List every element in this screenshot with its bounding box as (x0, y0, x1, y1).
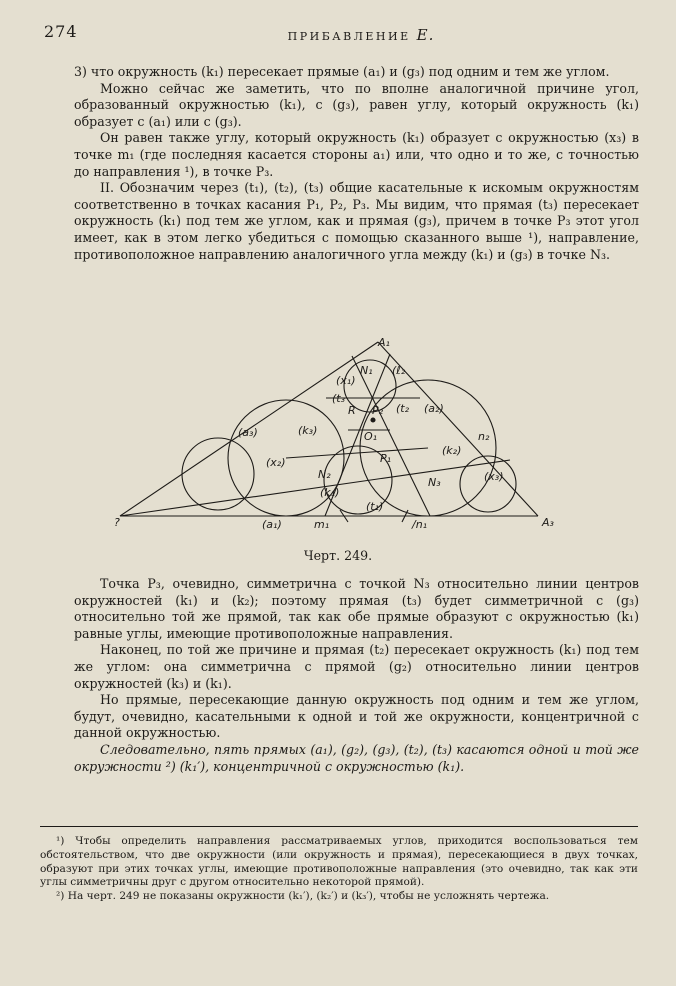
page-number: 274 (44, 22, 78, 41)
footnote: ²) На черт. 249 не показаны окружности (k₁′), (k₂′) и (k₃′), чтобы не усложнять чертежа. (56, 890, 550, 903)
geometry-figure (90, 334, 580, 544)
paragraph: Он равен также углу, который окружность (k₁) образует с окружностью (x₃) в точке m₁ (где последняя касается стороны a₁) или, что одно и то же, с точностью до направления ¹), в точке P₃. (74, 130, 639, 179)
paragraph: Точка P₃, очевидно, симметрична с точкой N₃ относительно линии центров окружностей (k₁) и (k₂); поэтому прямая (t₃) будет симметричной с (g₃) относительно той же прямой, так как обе прямые образуют с окружностью (k₁) равные углы, имеющие противоположные направления. (74, 576, 639, 641)
label-t3: (t₃ (332, 392, 346, 405)
label-a2: (a₂) (424, 402, 444, 415)
label-k1: (k₁) (320, 486, 340, 499)
label-A2: ? (114, 516, 120, 529)
footnotes (40, 826, 638, 904)
paragraph: Но прямые, пересекающие данную окружность под одним и тем же углом, будут, очевидно, касательными к одной и той же окружности, концентричной с данной окружностью. (74, 692, 639, 741)
figure-caption: Черт. 249. (303, 548, 373, 563)
label-m1: m₁ (314, 518, 330, 531)
label-x2: (x₂) (266, 456, 286, 469)
centers-line (286, 448, 428, 458)
text-block-bottom (74, 576, 639, 775)
point-o (371, 418, 375, 422)
paragraph: II. Обозначим через (t₁), (t₂), (t₃) общие касательные к искомым окружностям соответственно в точках касания P₁, P₂, P₃. Мы видим, что прямая (t₃) пересекает окружность (k₁) под тем же углом, как и прямая (g₃), причем в точке P₃ этот угол имеет, как в этом легко убедиться с помощью сказанного выше ¹), направление, противоположное направлению аналогичного угла между (k₁) и (g₃) в точке N₃. (74, 180, 639, 262)
paragraph: Можно сейчас же заметить, что по вполне аналогичной причине угол, образованный окружностью (k₁), с (g₃), равен углу, который окружность (k₁) образует с (a₁) или с (g₃). (74, 80, 639, 129)
label-P2: P₂ (372, 404, 384, 417)
text-block-top (74, 64, 639, 263)
running-title-letter: E. (416, 26, 435, 44)
page-header (44, 22, 638, 46)
circle-x2 (182, 438, 254, 510)
label-A1: A₁ (378, 336, 390, 349)
label-x1: (x₁) (336, 374, 356, 387)
label-n1: /n₁ (412, 518, 428, 531)
label-x3: (x₃) (484, 470, 504, 483)
label-t2: (t₂ (396, 402, 410, 415)
running-title (44, 26, 638, 44)
footnote: ¹) Чтобы определить направления рассматриваемых углов, приходится воспользоваться тем обстоятельством, что две окружности (или окружность и прямая), пересекающиеся в двух точках, образуют при этих точках углы, имеющие противоположные направления (это очевидно, так как эти углы симметричны друг с другом относительно некоторой прямой). (40, 835, 638, 889)
paragraph: Наконец, по той же причине и прямая (t₂) пересекает окружность (k₁) под тем же углом: она симметрична с прямой (g₂) относительно линии центров окружностей (k₃) и (k₁). (74, 642, 639, 691)
circle-x3 (460, 456, 516, 512)
label-k3: (k₃) (298, 424, 318, 437)
label-n2: n₂ (478, 430, 490, 443)
paragraph: 3) что окружность (k₁) пересекает прямые (a₁) и (g₃) под одним и тем же углом. (74, 64, 610, 79)
label-a1: (a₁) (262, 518, 282, 531)
label-O: O₁ (364, 430, 378, 443)
conclusion-paragraph: Следовательно, пять прямых (a₁), (g₂), (g₃), (t₂), (t₃) касаются одной и той же окружности ²) (k₁′), концентричной с окружностью (k₁). (74, 741, 639, 774)
label-k2: (k₂) (442, 444, 462, 457)
running-title-text: ПРИБАВЛЕНИЕ (287, 30, 411, 43)
label-N3: N₃ (428, 476, 441, 489)
label-R: R (348, 404, 356, 417)
label-A3: A₃ (542, 516, 554, 529)
label-N1: N₁ (360, 364, 373, 377)
label-a3: (a₃) (238, 426, 258, 439)
label-P1: P₁ (380, 452, 392, 465)
label-N2: N₂ (318, 468, 331, 481)
label-t1: (t₁) (366, 500, 384, 513)
label-l2: (ℓ₂ (392, 364, 406, 377)
